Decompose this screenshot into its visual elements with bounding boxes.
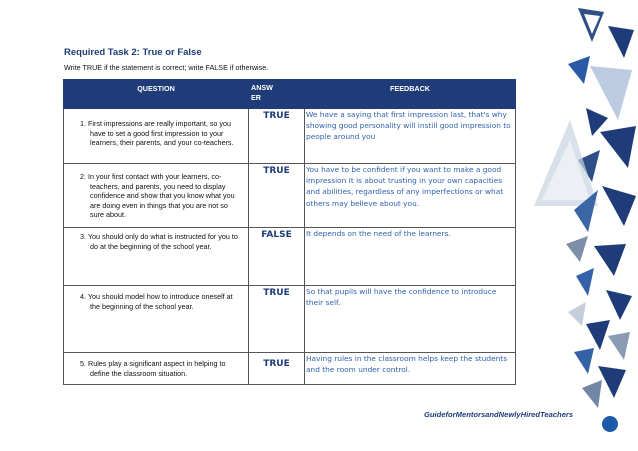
question-text: Rules play a significant aspect in helping to define the classroom situation.	[88, 359, 226, 378]
question-text: You should model how to introduce oneself at the beginning of the school year.	[87, 292, 233, 311]
table-row	[64, 353, 516, 385]
feedback-cell: So that pupils will have the confidence to introduce their self.	[305, 286, 516, 353]
question-number: 5.	[80, 359, 86, 368]
question-number: 2.	[80, 172, 86, 181]
answer-cell: TRUE	[249, 353, 305, 385]
question-number: 3.	[80, 232, 86, 241]
question-text: First impressions are really important, so you have to set a good first impression to your learners, their parents, and your co-teachers.	[88, 119, 234, 147]
table-row	[64, 228, 516, 286]
answer-cell: FALSE	[249, 228, 305, 286]
feedback-cell: We have a saying that first impression last, that's why showing good personality will instill good impression to people around you	[305, 109, 516, 164]
table-row	[64, 109, 516, 164]
page-number-badge	[602, 416, 618, 432]
header-answer-label: ANSW ER	[251, 83, 273, 102]
task-instruction: Write TRUE if the statement is correct; write FALSE if otherwise.	[64, 63, 269, 72]
task-title: Required Task 2: True or False	[64, 47, 202, 58]
question-text: In your first contact with your learners, co-teachers, and parents, you need to display confidence and show that you know what you are doing even in things that you are not so sure about.	[88, 172, 235, 219]
feedback-cell: Having rules in the classroom helps keep the students and the room under control.	[305, 353, 516, 385]
answer-cell: TRUE	[249, 109, 305, 164]
header-answer	[249, 80, 305, 109]
feedback-cell: You have to be confident if you want to make a good impression It is about trusting in your own capacities and abilities, regardless of any imperfections or what others may believe about you.	[305, 164, 516, 228]
answer-cell: TRUE	[249, 164, 305, 228]
footer-guide-title: GuideforMentorsandNewlyHiredTeachers	[424, 410, 574, 419]
answer-cell: TRUE	[249, 286, 305, 353]
question-number: 4.	[80, 292, 86, 301]
question-cell	[64, 353, 249, 385]
header-feedback: FEEDBACK	[305, 80, 516, 109]
question-cell	[64, 286, 249, 353]
feedback-cell: It depends on the need of the learners.	[305, 228, 516, 286]
question-cell	[64, 228, 249, 286]
question-cell	[64, 109, 249, 164]
table-row	[64, 164, 516, 228]
table-row	[64, 286, 516, 353]
header-question: QUESTION	[64, 80, 249, 109]
question-cell	[64, 164, 249, 228]
decorative-triangles	[528, 0, 638, 451]
question-number: 1.	[80, 119, 86, 128]
true-false-table	[63, 79, 516, 385]
table-header-row	[64, 80, 516, 109]
question-text: You should only do what is instructed for you to do at the beginning of the school year.	[87, 232, 238, 251]
